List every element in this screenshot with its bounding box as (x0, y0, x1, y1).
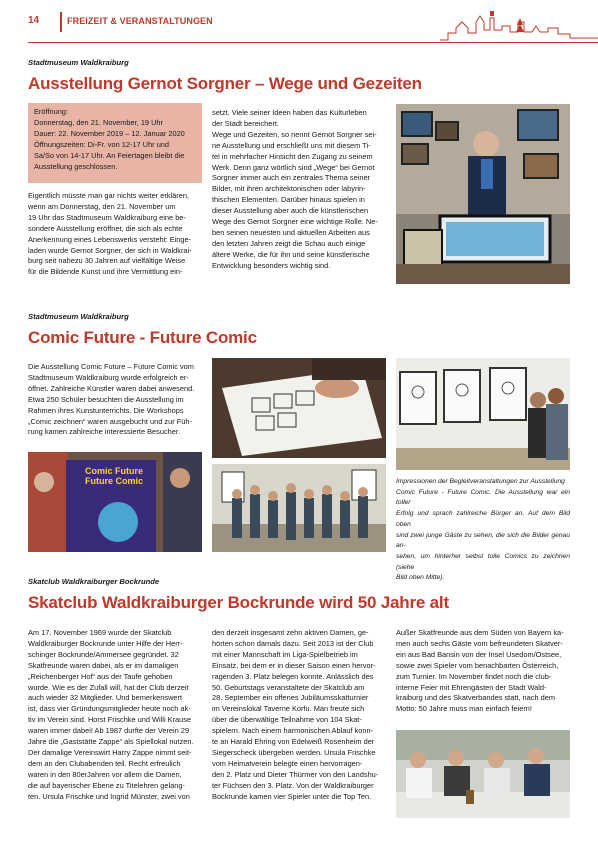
body-line: Am 17. November 1969 wurde der Skatclub (28, 628, 172, 637)
body-line: auch wieder 32 Mitglieder. Und bemerkenswert (28, 693, 183, 703)
body-line: kraiburg und des Skatverbandes statt, nach dem (396, 693, 555, 703)
header-divider (60, 12, 62, 32)
body-line: 28. September ein offenes Jubiläumsskatturnier (212, 693, 369, 703)
caption-line: Bild oben Mitte). (396, 574, 445, 582)
body-line: ein aus Bad Bansin von der Insel Usedom/Ostsee, (396, 649, 562, 659)
body-line: im Vereinslokal Taverne Korfu. Man freute sich (212, 704, 365, 714)
body-line: Anerkennung eines Lebenswerks versteht: Einge- (28, 234, 192, 244)
header-rule (28, 42, 598, 43)
body-line: 19 Uhr das Stadtmuseum Waldkraiburg eine be- (28, 212, 186, 222)
article3-title: Skatclub Waldkraiburger Bockrunde wird 50 Jahre alt (28, 593, 449, 612)
body-line: „Comic zeichnen“ waren ausgebucht und zur Füh- (28, 416, 192, 426)
body-line: Eigentlich müsste man gar nichts weiter erklären, (28, 191, 190, 200)
body-line: Stadtmuseum Waldkraiburg wurde erfolgreich er- (28, 372, 189, 382)
body-line: wenn am Donnerstag, den 21. November um (28, 201, 176, 211)
article1-title: Ausstellung Gernot Sorgner – Wege und Gezeiten (28, 74, 422, 93)
body-line: den letzten Jahren zeigt die Schau auch einige (212, 238, 366, 248)
body-line: interne Feier mit Ehrengästen der Stadt Wald- (396, 682, 547, 692)
article1-col1 (28, 191, 202, 278)
caption-line: Erfolg und sprach zahlreiche Bürger an. Auf dem Bild oben (396, 510, 570, 528)
article1-kicker: Stadtmuseum Waldkraiburg (28, 58, 129, 67)
body-line: Der damalige Vereinswirt Harry Zappe nimmt seit- (28, 747, 192, 757)
body-line: hörten schon damals dazu. Seit 2013 ist der Club (212, 638, 374, 648)
article3-col1 (28, 628, 202, 803)
article1-info-box (28, 103, 202, 183)
poster-line: Future Comic (84, 476, 143, 486)
body-line: dieser Ausstellung aber auch die künstlerischen (212, 206, 369, 216)
body-line: Sorgner immer auch ein zentrales Thema seiner (212, 173, 371, 183)
caption-line: sehen, um hinterher selbst tolle Comics zu zeichnen (siehe (396, 552, 570, 571)
info-line: Eröffnung: (34, 107, 68, 116)
body-line: den derzeit insgesamt zehn aktiven Damen, ge- (212, 628, 369, 637)
body-line: dem an den Clubabenden teil. Recht erfreulich (28, 758, 181, 768)
skyline-icon (440, 8, 598, 42)
body-line: öffnet. Zahlreiche Künstler waren dabei anwesend. (28, 383, 195, 393)
info-line: Öffnungszeiten: Di-Fr. von 12-17 Uhr und (34, 139, 170, 149)
body-line: mit einer Mannschaft im Liga-Spielbetrieb im (212, 649, 358, 659)
body-line: ist, dass vier Gründungsmitglieder heute noch ak- (28, 704, 191, 714)
body-line: ragenden 3. Platz belegen konnte. Anlässlich des (212, 671, 374, 681)
body-line: Siegerscheck übergeben werden. Ursula Frischke (212, 747, 376, 757)
body-line: Skatfreunde waren dabei, als er im damaligen (28, 660, 179, 670)
body-line: Die Ausstellung Comic Future – Future Comic vom (28, 362, 194, 371)
page-number: 14 (28, 15, 40, 26)
article2-caption (396, 477, 570, 584)
body-line: Wege und Gezeiten, so nennt Gernot Sorgner sei- (212, 129, 377, 139)
kids-at-exhibition-photo (396, 358, 570, 470)
body-line: Jahre die „Gaststätte Zappe“ als Spiellokal nutzen. (28, 737, 194, 747)
poster-line: Comic Future (84, 466, 143, 476)
article3-kicker: Skatclub Waldkraiburger Bockrunde (28, 577, 160, 586)
body-line: die auf bayerischer Ebene zu Titelehren gelang- (28, 780, 185, 790)
body-line: ter Füchsen den 3. Platz. Von der Waldkraiburger (212, 780, 374, 790)
info-line: Donnerstag, den 21. November, 19 Uhr (34, 117, 164, 127)
info-lines (34, 107, 198, 172)
body-line: über die überwältige Teilnahme von 104 Skat- (212, 715, 362, 725)
body-line: ne Ausstellung und erschließt uns mit diesem Ti- (212, 140, 371, 150)
group-workshop-photo (212, 464, 386, 552)
body-line: für die Bildende Kunst und ihre Vermittlung ein- (28, 267, 183, 277)
body-line: Einsatz, bei dem er in dieser Saison einen hervor- (212, 660, 376, 670)
skatclub-photo (396, 730, 570, 818)
body-line: Entwicklung besonders wichtig sind. (212, 260, 331, 270)
article3-col2 (212, 628, 386, 803)
body-line: Etwa 250 Schüler besuchten die Ausstellung im (28, 394, 184, 404)
body-line: Werk. Denn ganz wörtlich sind „Wege“ bei Gernot (212, 162, 375, 172)
body-line: waren immer dabei! Ab 1987 durfte der Verein 29 (28, 726, 190, 736)
artist-photo (396, 104, 570, 284)
body-line: der Stadt bereichert. (212, 118, 279, 128)
body-line: sondere Ausstellung eröffnet, die sich als echte (28, 223, 183, 233)
article1-col2 (212, 108, 386, 272)
caption-line: sind zwei junge Gäste zu sehen, die sich die Bilder genau an- (396, 531, 570, 550)
poster-title (74, 466, 154, 486)
body-line: tel in mehrfacher Hinsicht den Zugang zu seinem (212, 151, 373, 161)
body-line: spielern. Nach einem harmonischen Ablauf konn- (212, 726, 374, 736)
comic-drawing-photo (212, 358, 386, 458)
page-header (0, 0, 598, 44)
body-line: rung kamen zahlreiche interessierte Besucher. (28, 427, 180, 437)
body-line: Außer Skatfreunde aus dem Süden von Bayern ka- (396, 628, 564, 637)
body-line: men auch sechs Gäste vom befreundeten Skatver- (396, 638, 563, 648)
article2-title: Comic Future - Future Comic (28, 328, 257, 347)
article2-body (28, 362, 202, 438)
body-line: Waldkraiburger Bockrunde unter Hilfe der Herr- (28, 638, 183, 648)
body-line: Rahmen ihres Kunstunterrichts. Die Workshops (28, 405, 184, 415)
body-line: ben seinen neuesten und aktuellen Arbeiten aus (212, 227, 370, 237)
info-line: Ausstellung geschlossen. (34, 161, 118, 171)
body-line: setzt. Viele seiner Ideen haben das Kulturleben (212, 108, 367, 117)
body-line: schinger Bockrunde/Ammersee gegründet. 32 (28, 649, 179, 659)
body-line: te an Harald Ehring von Edelweiß Rosenheim der (212, 737, 375, 747)
body-line: 50. Geburtstags veranstaltete der Skatclub am (212, 682, 365, 692)
body-line: Bockrunde kamen vier Spieler unter die Top Ten. (212, 791, 372, 801)
caption-line: Comic Future - Future Comic. Die Ausstellung war ein toller (396, 488, 570, 507)
body-line: burg seit nahezu 30 Jahren auf vielfältige Weise (28, 256, 186, 266)
caption-line: Impressionen der Begleitveranstaltungen zur Ausstellung (396, 478, 565, 485)
body-line: „Reichenberger Hof“ aus der Taufe gehoben (28, 671, 173, 681)
body-line: laden wurde Gernot Sorgner, der sich in Waldkrai- (28, 245, 192, 255)
body-line: wurde. Wie es der Zufall will, hat der Club derzeit (28, 682, 189, 692)
article3-col3 (396, 628, 570, 715)
body-line: Bilder, mit ihren architektonischen oder labyrin- (212, 184, 366, 194)
body-line: ten. Ursula Frischke und Ingrid Münster, zwei von (28, 791, 190, 801)
body-line: thischen Elementen. Darüber hinaus spielen in (212, 195, 365, 205)
body-line: tiv im Verein sind. Horst Frischke und Willi Krause (28, 715, 192, 725)
body-line: vom Heimatverein belegte einen hervorragen- (212, 758, 363, 768)
body-line: zum Turnier. Im November findet noch die club- (396, 671, 552, 681)
body-line: den 2. Platz und Dieter Thürmer von den Landshu- (212, 769, 379, 779)
body-line: sowie zwei Spieler vom benachbarten Österreich, (396, 660, 559, 670)
body-line: Wege des Gernot Sorgner eine wichtige Rolle. Ne- (212, 217, 378, 227)
info-line: Dauer: 22. November 2019 – 12. Januar 2020 (34, 128, 185, 138)
info-line: Sa/So von 14-17 Uhr. An Feiertagen bleibt die (34, 150, 185, 160)
comic-poster-photo (28, 452, 202, 552)
body-line: waren in den 80erJahren vor allem die Damen, (28, 769, 182, 779)
body-line: ältere Werke, die für ihn und seine künstlerische (212, 249, 370, 259)
article2-kicker: Stadtmuseum Waldkraiburg (28, 312, 129, 321)
section-title: FREIZEIT & VERANSTALTUNGEN (67, 16, 213, 26)
body-line: Motto: 50 Jahre muss man einfach feiern! (396, 704, 532, 714)
